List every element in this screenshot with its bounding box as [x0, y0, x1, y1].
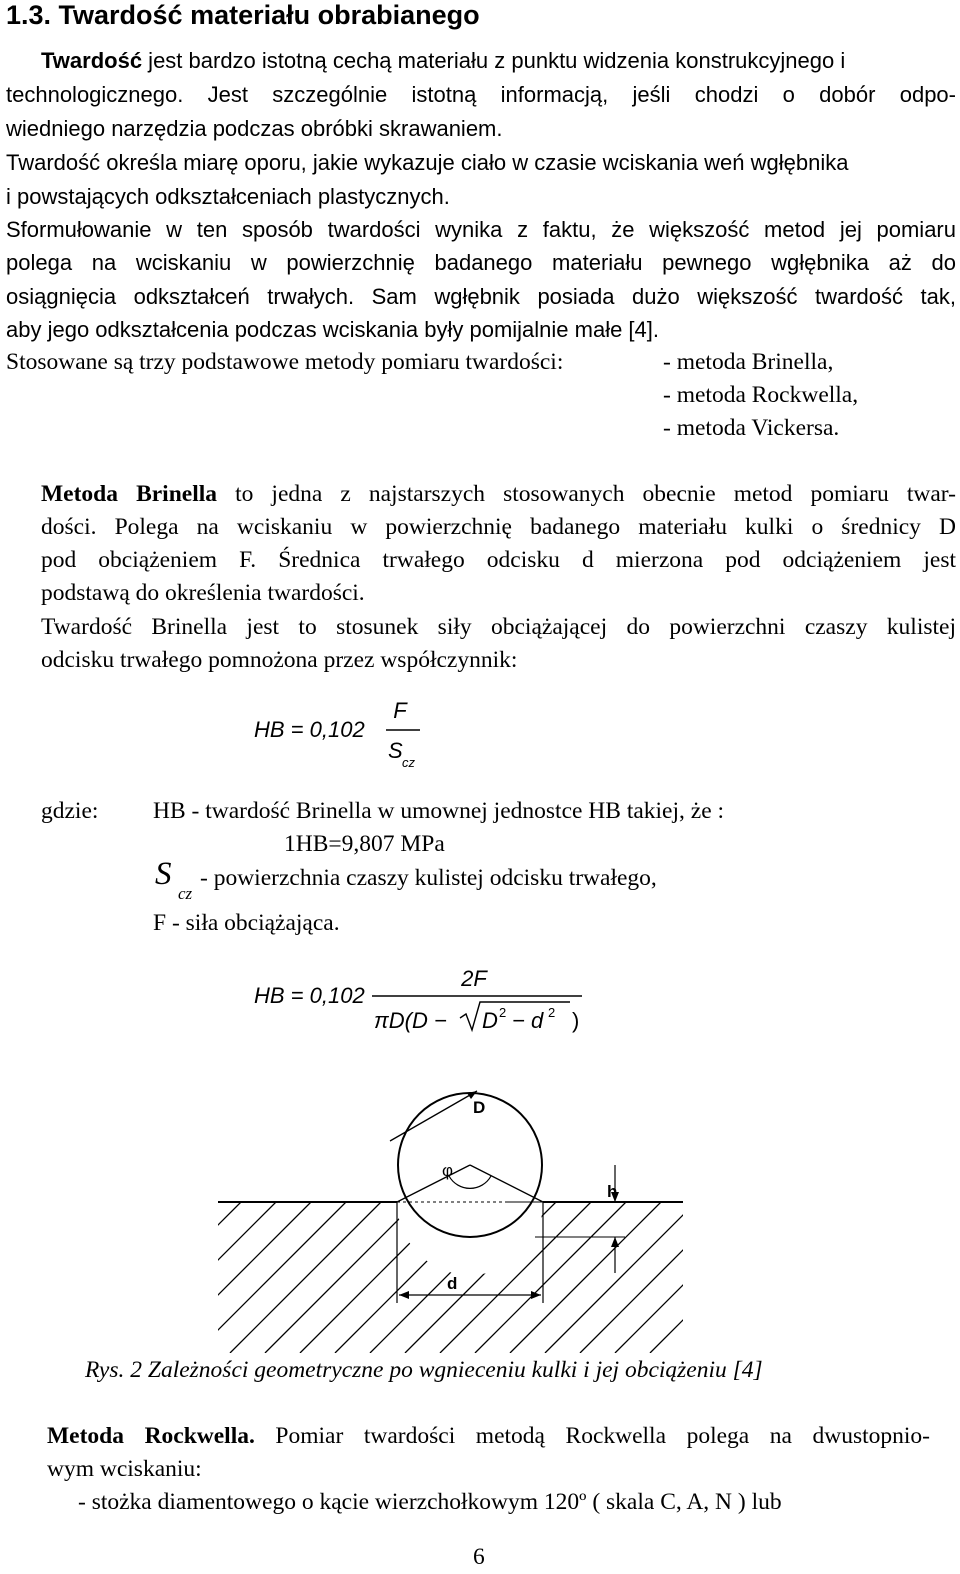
term-metoda-rockwella: Metoda Rockwella.	[47, 1423, 255, 1449]
rockwell-line-2: wym wciskaniu:	[47, 1456, 202, 1482]
intro-line-6: Sformułowanie w ten sposób twardości wynika z faktu, że większość metod jej pomiaru	[6, 217, 956, 242]
formula2-lhs: HB = 0,102	[254, 983, 365, 1008]
intro-line-1	[41, 44, 845, 78]
formula2-exp-b: 2	[548, 1005, 556, 1020]
d-arrow-left	[399, 1291, 409, 1299]
h-arrowhead-lower	[611, 1237, 619, 1247]
formula1-lhs: HB = 0,102	[254, 717, 365, 742]
formula2-close-paren: )	[572, 1008, 580, 1033]
intro-line-1-rest: jest bardzo istotną cechą materiału z punktu widzenia konstrukcyjnego i	[142, 48, 846, 73]
formula2-exp-a: 2	[499, 1005, 507, 1020]
label-D: D	[473, 1098, 486, 1117]
formula1-den-subscript: cz	[402, 755, 415, 770]
angle-arc	[449, 1176, 491, 1188]
formula-hb-full	[250, 958, 600, 1038]
angle-ray-left	[397, 1165, 470, 1202]
intro-line-4: Twardość określa miarę oporu, jakie wykazuje ciało w czasie wciskania weń wgłębnika	[6, 150, 849, 175]
brinell-line-1	[41, 478, 956, 511]
formula2-rad-a: D	[482, 1008, 498, 1033]
label-d: d	[447, 1274, 458, 1293]
diameter-line	[390, 1091, 477, 1141]
method-brinell: - metoda Brinella,	[663, 349, 834, 375]
legend-hb: HB - twardość Brinella w umownej jednostce HB takiej, że :	[153, 798, 725, 824]
rockwell-line-1	[47, 1420, 930, 1453]
intro-line-3: wiedniego narzędzia podczas obróbki skrawaniem.	[6, 116, 503, 141]
formula1-denominator: S	[388, 738, 403, 763]
angle-ray-right	[470, 1165, 543, 1202]
rockwell-line-1-rest: Pomiar twardości metodą Rockwella polega na dwustopnio-	[254, 1423, 930, 1449]
formula2-den-prefix: πD(D −	[374, 1008, 447, 1033]
method-rockwell: - metoda Rockwella,	[663, 382, 859, 408]
figure-caption: Rys. 2 Zależności geometryczne po wgnieceniu kulki i jej obciążeniu [4]	[85, 1357, 763, 1383]
term-metoda-brinella: Metoda Brinella	[41, 481, 218, 507]
brinell-line-1-rest: to jedna z najstarszych stosowanych obecnie metod pomiaru twar-	[217, 481, 956, 507]
formula2-rad-b: − d	[512, 1008, 544, 1033]
methods-lead: Stosowane są trzy podstawowe metody pomiaru twardości:	[6, 349, 564, 375]
brinell-line-2: dości. Polega na wciskaniu w powierzchnię badanego materiału kulki o średnicy D	[41, 514, 956, 540]
legend-s-description: - powierzchnia czaszy kulistej odcisku trwałego,	[200, 865, 657, 891]
page-number: 6	[473, 1544, 485, 1570]
legend-hb-value: 1HB=9,807 MPa	[284, 831, 445, 857]
brinell-line-3: pod obciążeniem F. Średnica trwałego odcisku d mierzona pod odciążeniem jest	[41, 547, 956, 573]
brinell-line-6: odcisku trwałego pomnożona przez współczynnik:	[41, 647, 518, 673]
method-vickers: - metoda Vickersa.	[663, 415, 840, 441]
rockwell-line-3: - stożka diamentowego o kącie wierzchołkowym 120º ( skala C, A, N ) lub	[78, 1489, 782, 1515]
intro-line-8: osiągnięcia odkształceń trwałych. Sam wgłębnik posiada dużo większość twardość tak,	[6, 284, 956, 309]
legend-s-subscript: cz	[178, 884, 193, 903]
term-twardosc: Twardość	[41, 48, 143, 73]
formula-hb-basic	[250, 692, 450, 774]
brinell-line-4: podstawą do określenia twardości.	[41, 580, 365, 606]
section-heading: 1.3. Twardość materiału obrabianego	[6, 0, 480, 30]
formula1-numerator: F	[393, 698, 407, 723]
intro-line-2: technologicznego. Jest szczególnie istotną informacją, jeśli chodzi o dobór odpo-	[6, 82, 956, 107]
intro-line-5: i powstających odkształceniach plastycznych.	[6, 184, 450, 209]
brinell-line-5: Twardość Brinella jest to stosunek siły obciążającej do powierzchni czaszy kulistej	[41, 614, 956, 640]
legend-s-symbol: S	[155, 856, 172, 892]
label-h: h	[607, 1182, 618, 1201]
intro-line-7: polega na wciskaniu w powierzchnię badanego materiału pewnego wgłębnika aż do	[6, 250, 956, 275]
legend-gdzie: gdzie:	[41, 798, 99, 824]
label-phi: φ	[442, 1161, 454, 1180]
intro-line-9: aby jego odkształcenia podczas wciskania były pomijalnie małe [4].	[6, 317, 660, 342]
legend-f: F - siła obciążająca.	[153, 910, 340, 936]
brinell-indentation-diagram	[205, 1045, 695, 1363]
formula2-numerator: 2F	[461, 966, 487, 991]
